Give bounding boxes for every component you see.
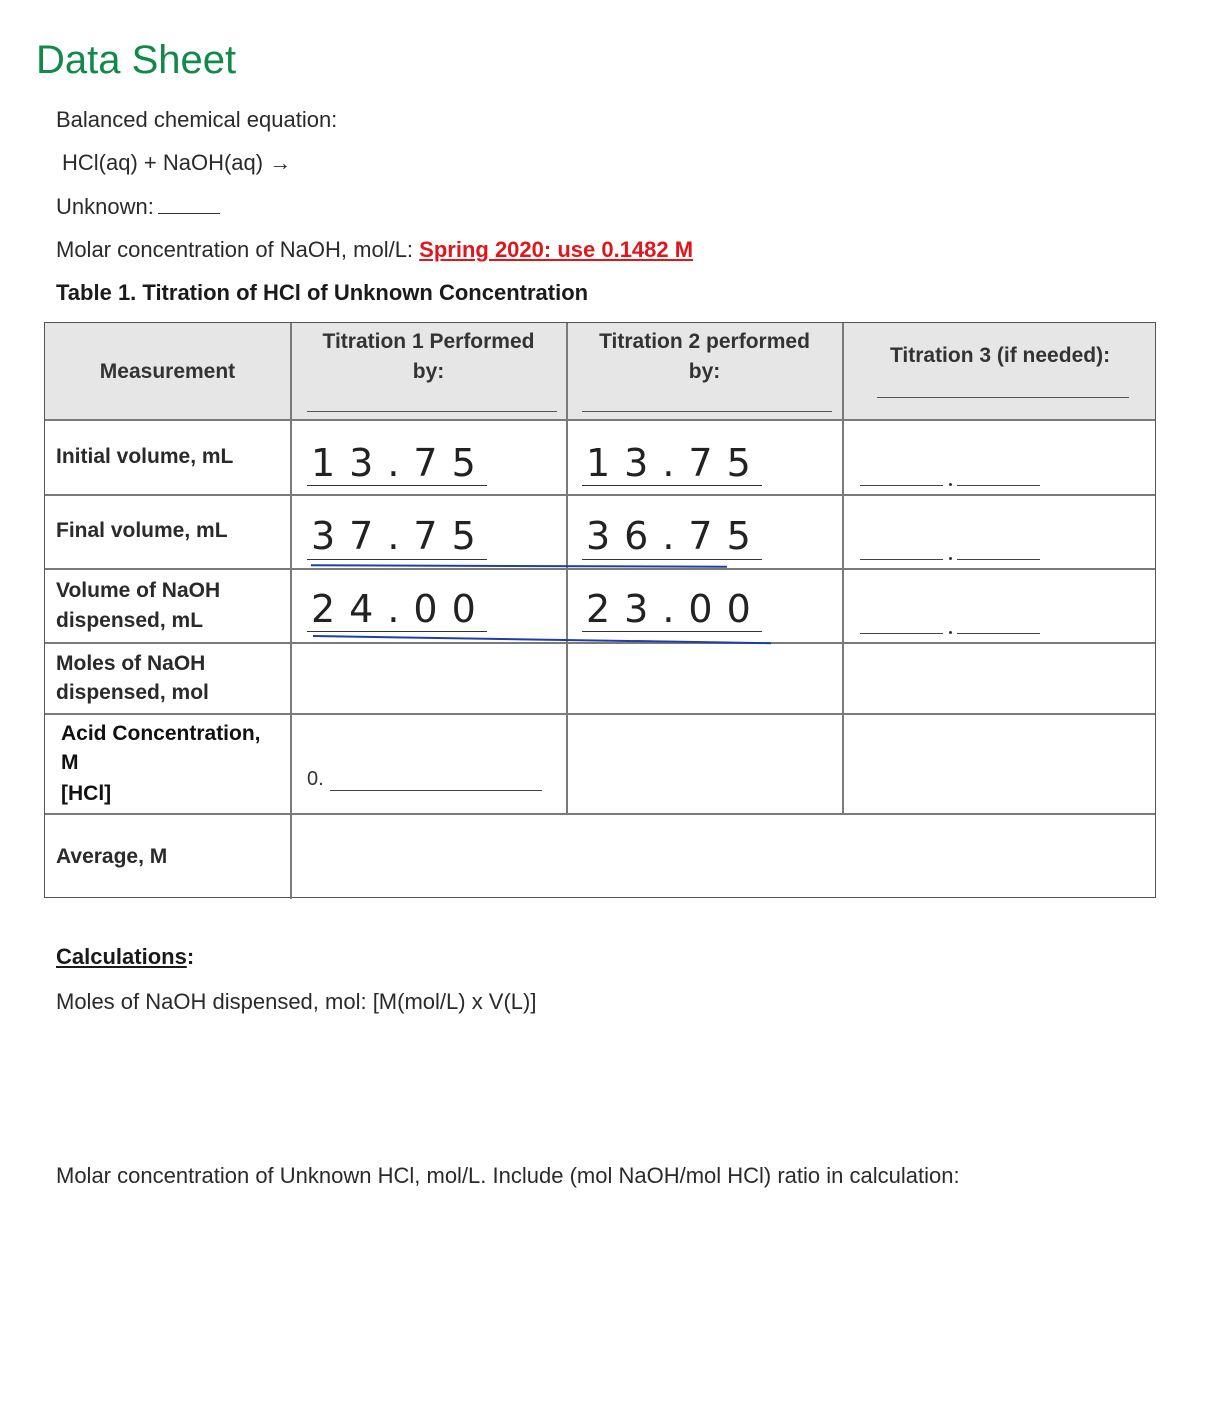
row-label-final-volume: Final volume, mL: [56, 519, 228, 542]
titration-2-performer-blank[interactable]: [582, 411, 832, 412]
header-titration-2-line2: by:: [688, 360, 721, 383]
titration-3-performer-blank[interactable]: [877, 397, 1129, 398]
naoh-molarity-value: Spring 2020: use 0.1482 M: [419, 237, 694, 262]
t2-final-volume: 36.75: [586, 514, 765, 558]
t2-initial-volume: 13.75: [586, 441, 765, 485]
t3-volume-blank-whole[interactable]: [860, 633, 943, 634]
t2-initial-underline: [582, 485, 762, 486]
table-caption: Table 1. Titration of HCl of Unknown Concentration: [56, 280, 589, 305]
row-label-acid-conc-1: Acid Concentration,: [61, 722, 261, 745]
calc-molar-hcl: Molar concentration of Unknown HCl, mol/L. Include (mol NaOH/mol HCl) ratio in calculation:: [56, 1163, 960, 1188]
header-titration-3: Titration 3 (if needed):: [889, 344, 1111, 367]
unknown-blank[interactable]: [158, 195, 220, 214]
t3-volume-blank-decimal[interactable]: [957, 633, 1040, 634]
unknown-field: [56, 194, 220, 220]
t2-final-underline: [582, 559, 762, 560]
unknown-label: Unknown:: [56, 194, 154, 219]
row-divider: [45, 642, 1155, 644]
t1-final-underline: [307, 559, 487, 560]
t1-initial-volume: 13.75: [311, 441, 490, 485]
col-divider: [566, 323, 568, 814]
col-divider: [290, 323, 292, 899]
t3-final-decimal: [949, 557, 952, 560]
t3-final-blank-whole[interactable]: [860, 559, 943, 560]
row-divider: [45, 713, 1155, 715]
t1-volume-dispensed: 24.00: [311, 587, 490, 631]
t1-acid-conc-blank[interactable]: [330, 790, 542, 791]
row-label-moles-naoh-1: Moles of NaOH: [56, 652, 206, 675]
col-divider: [842, 323, 844, 814]
row-label-acid-conc-2: M: [61, 751, 79, 774]
t1-initial-underline: [307, 485, 487, 486]
naoh-molarity-label: Molar concentration of NaOH, mol/L:: [56, 237, 414, 262]
titration-1-performer-blank[interactable]: [307, 411, 557, 412]
calc-moles-naoh: Moles of NaOH dispensed, mol: [M(mol/L) x V(L)]: [56, 989, 537, 1014]
row-divider: [45, 813, 1155, 815]
naoh-molarity-line: [56, 237, 693, 263]
calculations-heading-colon: :: [186, 944, 195, 969]
row-label-volume-naoh-2: dispensed, mL: [56, 609, 204, 632]
row-divider: [45, 494, 1155, 496]
row-label-moles-naoh-2: dispensed, mol: [56, 681, 209, 704]
t2-volume-dispensed: 23.00: [586, 587, 765, 631]
row-label-volume-naoh-1: Volume of NaOH: [56, 579, 221, 602]
header-titration-2-line1: Titration 2 performed: [599, 330, 810, 353]
header-measurement: Measurement: [99, 360, 236, 383]
t3-initial-blank-whole[interactable]: [860, 485, 943, 486]
calculations-heading: [56, 944, 194, 970]
t3-volume-decimal: [949, 631, 952, 634]
t3-final-blank-decimal[interactable]: [957, 559, 1040, 560]
page-title: Data Sheet: [36, 38, 237, 82]
balanced-equation-label: Balanced chemical equation:: [56, 107, 338, 132]
chemical-equation: HCl(aq) + NaOH(aq) →: [62, 150, 292, 175]
titration-table: [44, 322, 1156, 898]
calculations-heading-text: Calculations: [56, 944, 187, 969]
t1-final-volume: 37.75: [311, 514, 490, 558]
header-titration-1-line2: by:: [412, 360, 445, 383]
t3-initial-decimal: [949, 483, 952, 486]
row-label-average: Average, M: [56, 845, 168, 868]
row-divider: [45, 419, 1155, 421]
t1-volume-underline: [307, 631, 487, 632]
row-label-acid-conc-3: [HCl]: [61, 782, 112, 805]
row-divider: [45, 568, 1155, 570]
t2-volume-underline: [582, 631, 762, 632]
t3-initial-blank-decimal[interactable]: [957, 485, 1040, 486]
header-titration-1-line1: Titration 1 Performed: [322, 330, 535, 353]
t1-acid-conc-prefix: 0.: [307, 768, 324, 790]
row-label-initial-volume: Initial volume, mL: [56, 445, 234, 468]
